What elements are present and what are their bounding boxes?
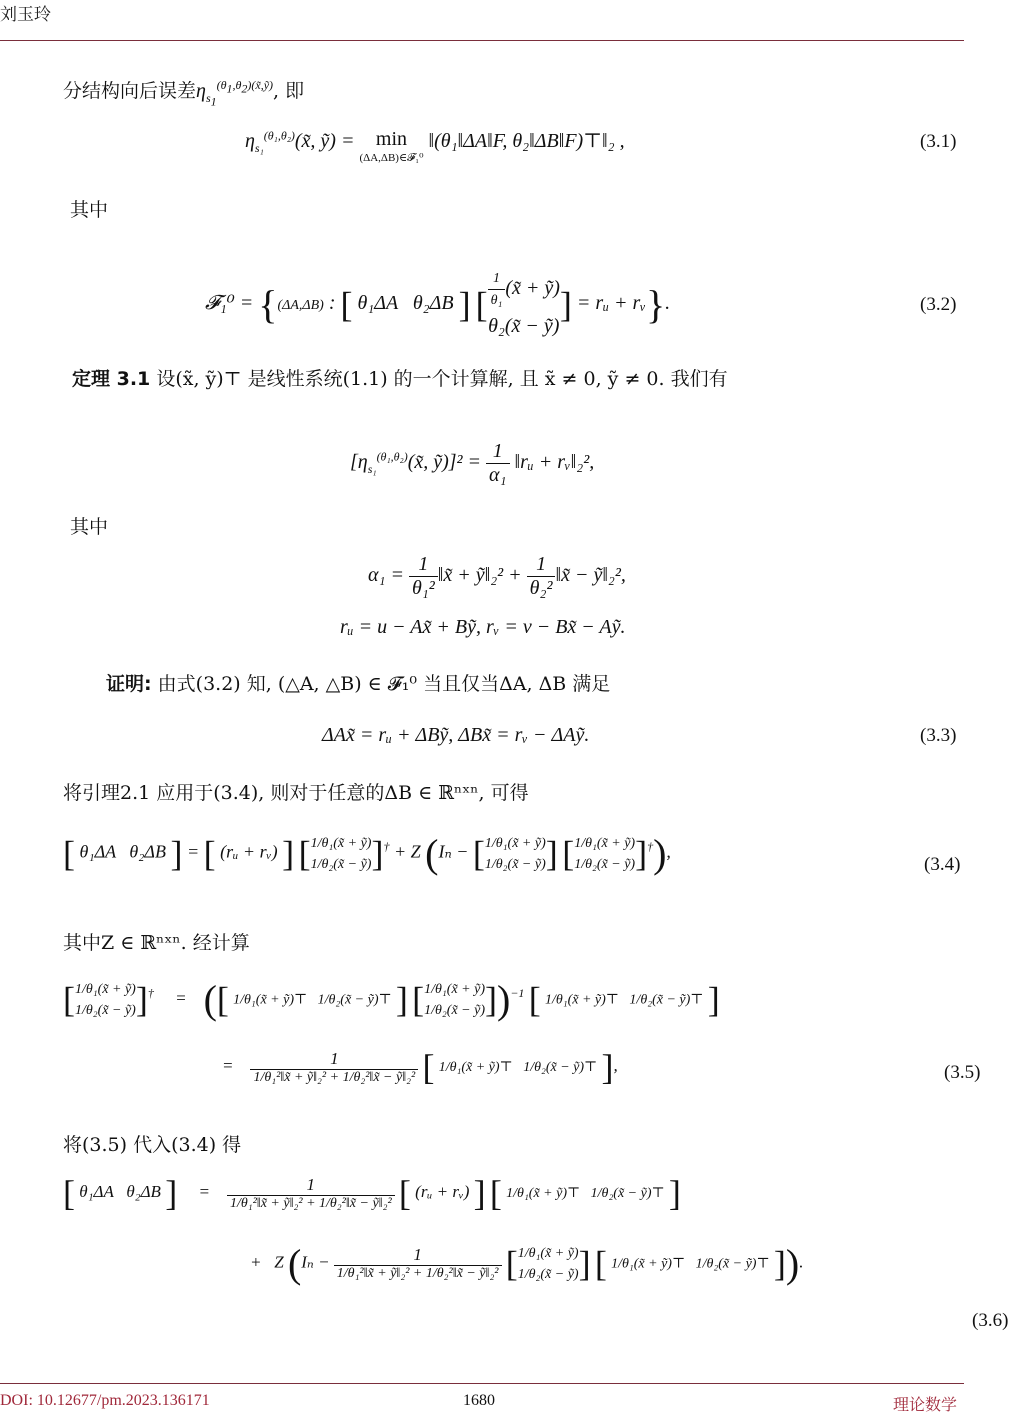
- alpha-lhs: α₁ =: [368, 564, 404, 587]
- header-author: 刘玉玲: [0, 5, 51, 24]
- equation-3-1: $\eta_{s_1}^{(\theta_1,\theta_2)}(x̃$, ỹ) = min (ΔA,ΔB)∈𝓕₁⁰ ‖(θ₁‖ΔA‖F, θ₂‖ΔB‖F)⊤‖₂ ,: [245, 128, 625, 164]
- qizhong-1: 其中: [70, 199, 109, 221]
- lemma-line: 将引理2.1 应用于(3.4), 则对于任意的ΔB ∈ ℝⁿˣⁿ, 可得: [63, 782, 529, 804]
- proof-label: 证明:: [106, 673, 152, 695]
- theorem-line: [72, 364, 728, 391]
- subst-line: 将(3.5) 代入(3.4) 得: [63, 1134, 242, 1156]
- alpha-equation: α₁ = $\frac{1}{\text{θ₁²}}$ ‖x̃ + ỹ‖₂² + $\frac{1}{\text{θ₂²}}$ ‖x̃ − ỹ‖₂²,: [368, 553, 626, 599]
- eq32-lhs: 𝓕₁⁰ =: [205, 292, 254, 315]
- thm-rhs: ‖rᵤ + rᵥ‖₂²,: [514, 451, 595, 474]
- qizhong-2: 其中: [70, 516, 109, 538]
- proof-text: 由式(3.2) 知, (△A, △B) ∈ 𝓕₁⁰ 当且仅当ΔA, ΔB 满足: [157, 673, 611, 695]
- theorem-text: 设(x̃, ỹ)⊤ 是线性系统(1.1) 的一个计算解, 且 x̃ ≠ 0, ỹ ≠ 0. 我们有: [156, 368, 728, 390]
- proof-line: [106, 669, 610, 696]
- theorem-equation: [$\eta_{s_1}^{(\theta_1,\theta_2)}(x̃$, ỹ)]² = $\frac{1}{\text{α₁}}$ ‖rᵤ + rᵥ‖₂²,: [350, 440, 595, 486]
- eqnum-3-2: (3.2): [920, 294, 957, 315]
- eqnum-3-1: (3.1): [920, 131, 957, 152]
- eq31-min: min: [375, 128, 408, 150]
- eq31-lhs: η: [245, 130, 255, 152]
- equation-3-4: [ θ₁ΔA θ₂ΔB ] = [ (rᵤ + rᵥ) ] [1/θ₁(x̃ + ỹ) 1/θ₂(x̃ − ỹ)]† + Z (Iₙ − [1/θ₁(x̃ + ỹ) 1/θ₂(x̃ − ỹ)] [1/θ₁(x̃ + ỹ) 1/θ₂(x̃ − ỹ)]†),: [63, 831, 671, 876]
- ru-equation: rᵤ = u − Ax̃ + Bỹ, rᵥ = v − Bx̃ − Aỹ.: [340, 616, 626, 638]
- footer-rule: [0, 1383, 964, 1384]
- eq31-minsub: (ΔA,ΔB)∈𝓕₁⁰: [359, 152, 424, 164]
- intro-eta: $\eta_{s_1}^{(\theta_1,\theta_2)(x̃,ỹ)}$: [196, 78, 274, 109]
- header-rule: [0, 40, 964, 41]
- equation-3-2: 𝓕₁⁰ = {(ΔA,ΔB) : [ θ₁ΔA θ₂ΔB ] [ $\frac{1}{\text{θ₁}}$ (x̃ + ỹ) θ₂(x̃ − ỹ)] = rᵤ + rᵥ}.: [205, 268, 670, 341]
- footer-journal: 理论数学: [893, 1395, 958, 1414]
- eqnum-3-3: (3.3): [920, 725, 957, 746]
- eqnum-3-5: (3.5): [944, 1062, 981, 1083]
- intro-after: , 即: [273, 80, 305, 102]
- eqnum-3-6: (3.6): [972, 1310, 1009, 1331]
- intro-text: 分结构向后误差: [63, 80, 197, 102]
- zcalc-line: 其中Z ∈ ℝⁿˣⁿ. 经计算: [63, 932, 250, 954]
- eqnum-3-4: (3.4): [924, 854, 961, 875]
- equation-3-5-line2: = $\frac{1}{\text{1/θ₁²‖x̃ + ỹ‖₂² + 1/θ₂²‖x̃ − ỹ‖₂²}}$ [ 1/θ₁(x̃ + ỹ)⊤ 1/θ₂(x̃ − ỹ)⊤ ],: [222, 1047, 618, 1087]
- intro-line: [63, 76, 304, 109]
- eq31-rhs: ‖(θ₁‖ΔA‖F, θ₂‖ΔB‖F)⊤‖₂ ,: [428, 130, 625, 152]
- eq32-rhs: = rᵤ + rᵥ: [576, 292, 646, 315]
- equation-3-6-line1: [ θ₁ΔA θ₂ΔB ] = $\frac{1}{\text{1/θ₁²‖x̃ + ỹ‖₂² + 1/θ₂²‖x̃ − ỹ‖₂²}}$ [ (rᵤ + rᵥ) ] [ 1/θ₁(x̃ + ỹ)⊤ 1/θ₂(x̃ − ỹ)⊤ ]: [63, 1173, 681, 1213]
- equation-3-6-line2: + Z (Iₙ − $\frac{1}{\text{1/θ₁²‖x̃ + ỹ‖₂² + 1/θ₂²‖x̃ − ỹ‖₂²}}$ [1/θ₁(x̃ + ỹ) 1/θ₂(x̃ − ỹ)] [ 1/θ₁(x̃ + ỹ)⊤ 1/θ₂(x̃ − ỹ)⊤ ]).: [250, 1241, 804, 1286]
- equation-3-3: ΔAx̃ = rᵤ + ΔBỹ, ΔBx̃ = rᵥ − ΔAỹ.: [322, 724, 590, 746]
- footer-doi[interactable]: DOI: 10.12677/pm.2023.136171: [0, 1392, 210, 1409]
- footer-page-number: 1680: [463, 1392, 495, 1409]
- equation-3-5-line1: [1/θ₁(x̃ + ỹ) 1/θ₂(x̃ − ỹ)]† = ([ 1/θ₁(x̃ + ỹ)⊤ 1/θ₂(x̃ − ỹ)⊤ ] [1/θ₁(x̃ + ỹ) 1/θ₂(x̃ − ỹ)])$^{-1}$ [ 1/θ₁(x̃ + ỹ)⊤ 1/θ₂(x̃ − ỹ)⊤ ]: [63, 977, 720, 1022]
- theorem-label: 定理 3.1: [72, 368, 151, 390]
